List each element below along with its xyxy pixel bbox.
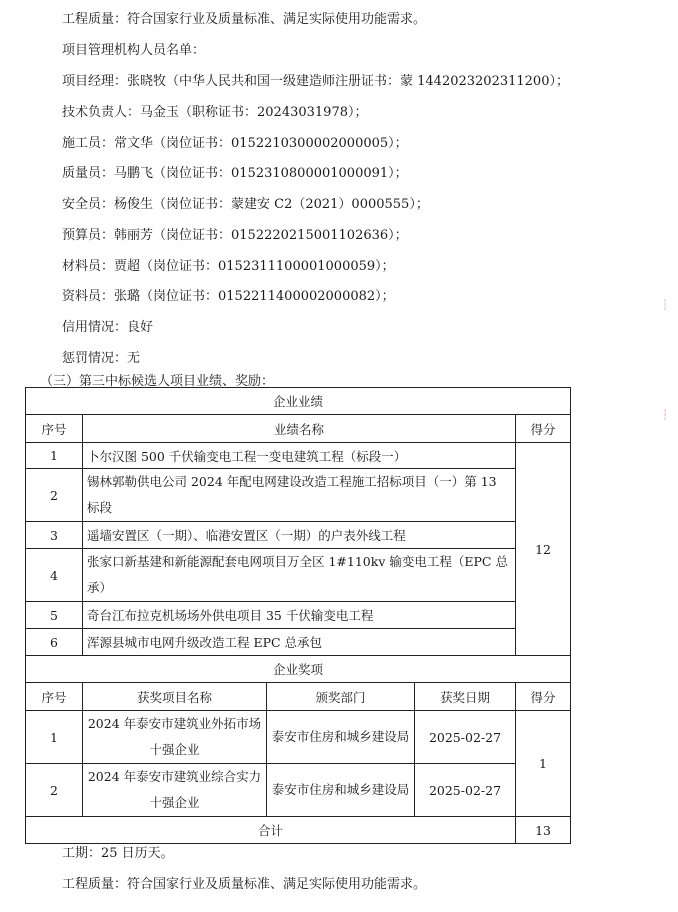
header-score: 得分 [516,415,571,443]
header-score: 得分 [516,683,571,711]
award-date: 2025-02-27 [415,711,516,764]
staff-list-title: 项目管理机构人员名单： [62,43,206,58]
quality-line: 工程质量：符合国家行业及质量标准、满足实际使用功能需求。 [62,12,427,27]
total-value: 13 [516,817,571,844]
table-row [26,629,571,656]
material-staff-line: 材料员：贾超（岗位证书：0152311100001000059）； [62,259,395,274]
table-row [26,443,571,469]
award-date: 2025-02-27 [415,764,516,817]
performance-title: 企业业绩 [26,388,571,415]
construction-staff-line: 施工员：常文华（岗位证书：0152210300002000005）； [62,136,408,151]
performance-name: 锡林郭勒供电公司 2024 年配电网建设改造工程施工招标项目（一）第 13 标段 [83,469,516,522]
awards-title: 企业奖项 [26,656,571,683]
project-manager-line: 项目经理：张晓牧（中华人民共和国一级建造师注册证书：蒙 1442023202311200）； [62,74,569,89]
safety-staff-line: 安全员：杨俊生（岗位证书：蒙建安 C2（2021）0000555）； [62,197,429,212]
row-no: 1 [26,443,83,469]
credit-status-line: 信用情况：良好 [62,320,154,335]
awards-score: 1 [516,711,571,817]
section-title: （三）第三中标候选人项目业绩、奖励： [40,374,275,389]
table-row [26,711,571,764]
performance-title-row [26,388,571,415]
row-no: 3 [26,522,83,549]
award-dept: 泰安市住房和城乡建设局 [267,711,415,764]
performance-name: 浑源县城市电网升级改造工程 EPC 总承包 [83,629,516,656]
scan-mark: ┆ [662,300,669,311]
awards-header-row [26,683,571,711]
awards-title-row [26,656,571,683]
table-row [26,549,571,602]
row-no: 2 [26,469,83,522]
award-name: 2024 年泰安市建筑业综合实力十强企业 [83,764,267,817]
penalty-status-line: 惩罚情况：无 [62,351,141,366]
quality-line-bottom: 工程质量：符合国家行业及质量标准、满足实际使用功能需求。 [62,877,427,892]
performance-name: 遥墙安置区（一期）、临港安置区（一期）的户表外线工程 [83,522,516,549]
header-no: 序号 [26,683,83,711]
award-name: 2024 年泰安市建筑业外拓市场十强企业 [83,711,267,764]
header-performance-name: 业绩名称 [83,415,516,443]
header-no: 序号 [26,415,83,443]
performance-score: 12 [516,443,571,656]
budget-staff-line: 预算员：韩丽芳（岗位证书：0152220215001102636）； [62,228,408,243]
table-row [26,764,571,817]
header-award-dept: 颁奖部门 [267,683,415,711]
row-no: 2 [26,764,83,817]
table-row [26,522,571,549]
header-award-date: 获奖日期 [415,683,516,711]
performance-name: 奇台江布拉克机场场外供电项目 35 千伏输变电工程 [83,602,516,629]
performance-header-row [26,415,571,443]
performance-name: 张家口新基建和新能源配套电网项目万全区 1#110kv 输变电工程（EPC 总承） [83,549,516,602]
row-no: 1 [26,711,83,764]
scan-mark: ┆ [662,410,669,421]
award-dept: 泰安市住房和城乡建设局 [267,764,415,817]
quality-staff-line: 质量员：马鹏飞（岗位证书：0152310800001000091）； [62,166,408,181]
performance-awards-table [25,387,571,844]
row-no: 4 [26,549,83,602]
tech-lead-line: 技术负责人：马金玉（职称证书：20243031978）； [62,105,368,120]
total-row [26,817,571,844]
header-award-name: 获奖项目名称 [83,683,267,711]
table-row [26,469,571,522]
table-row [26,602,571,629]
performance-name: 卜尔汉图 500 千伏输变电工程一变电建筑工程（标段一） [83,443,516,469]
document-staff-line: 资料员：张璐（岗位证书：0152211400002000082）； [62,289,395,304]
row-no: 5 [26,602,83,629]
row-no: 6 [26,629,83,656]
total-label: 合计 [26,817,516,844]
duration-line: 工期：25 日历天。 [62,846,174,861]
